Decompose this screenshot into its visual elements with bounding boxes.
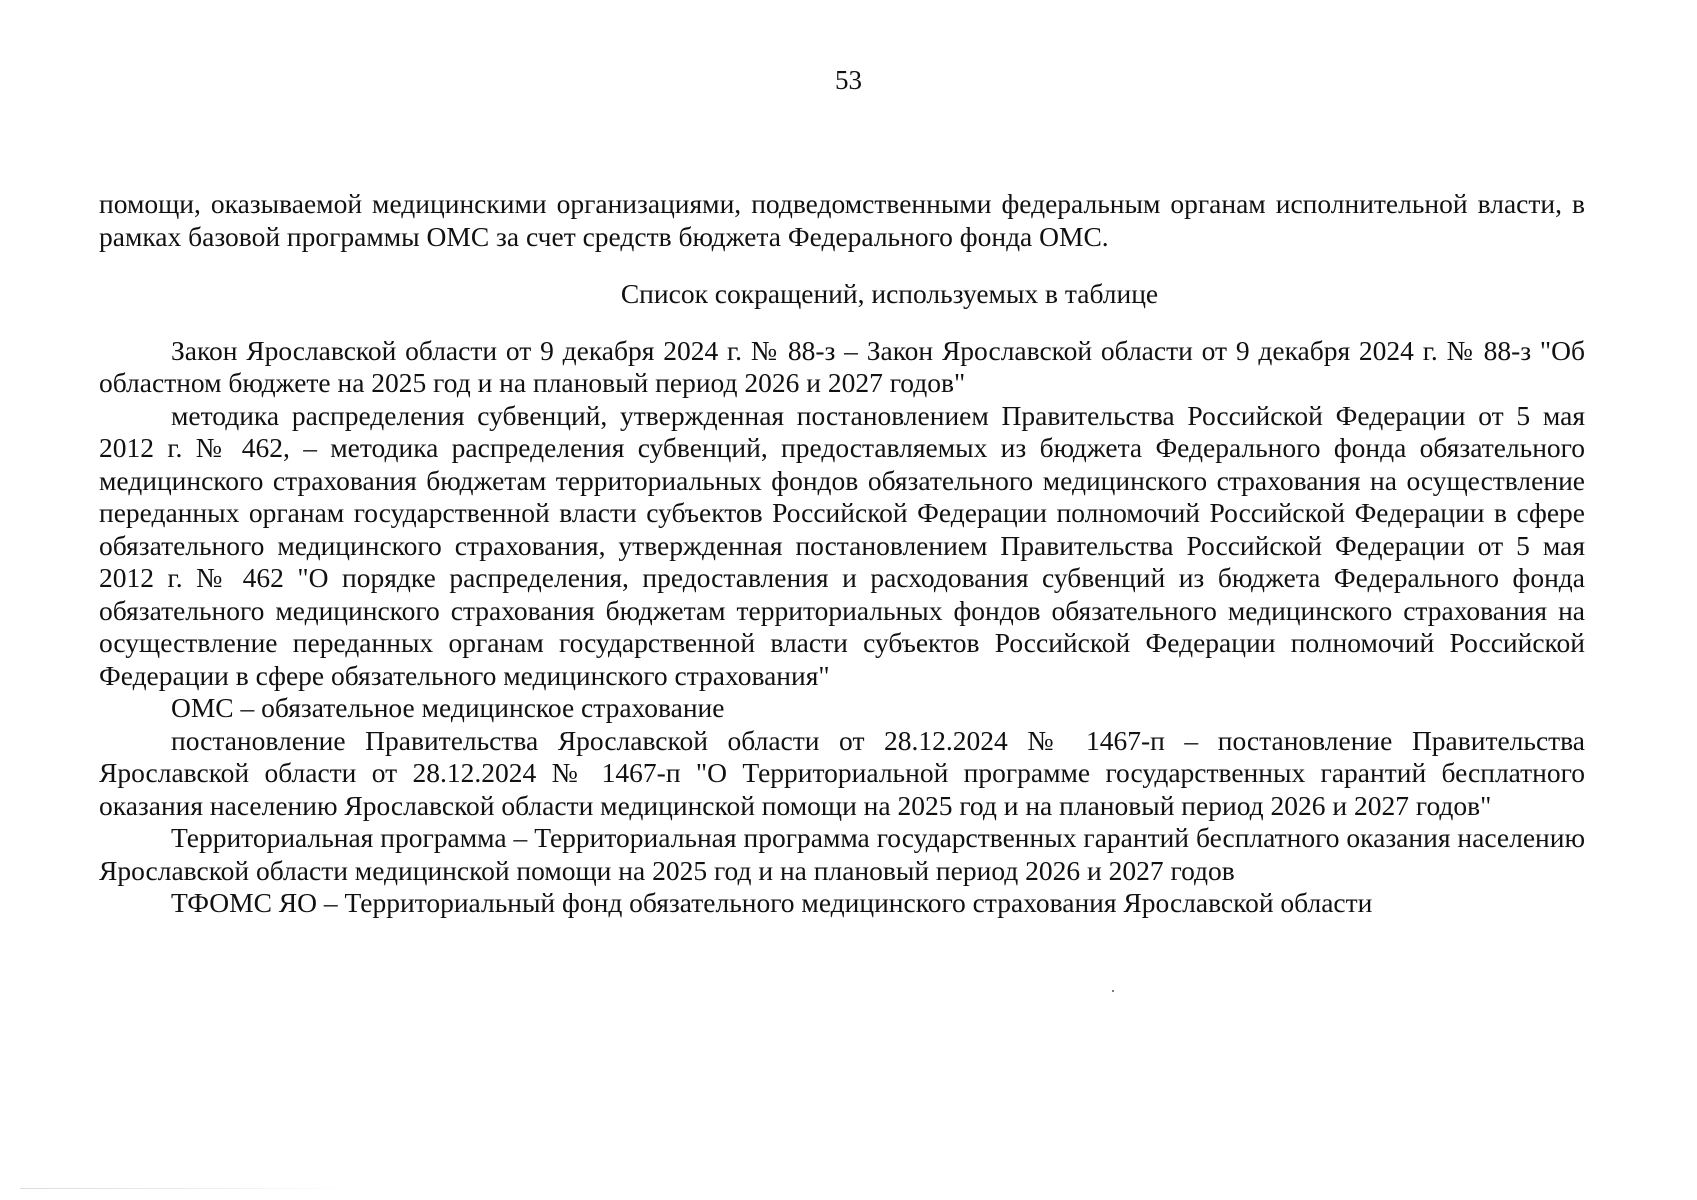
abbreviation-definition: методика распределения субвенций, утвержденная постановлением Правительства Российской Федерации от 5 мая 2012 г. № 462, – методика распределения субвенций, предоставляемых из бюджета Федерального фонда обязательного медицинского страхования бюджетам территориальных фондов обязательного медицинского страхования на осуществление переданных органам государственной власти субъектов Российской Федерации полномочий Российской Федерации в сфере обязательного медицинского страхования, утвержденная постановлением Правительства Российской Федерации от 5 мая 2012 г. № 462 "О порядке распределения, предоставления и расходования субвенций из бюджета Федерального фонда обязательного медицинского страхования бюджетам территориальных фондов обязательного медицинского страхования на осуществление переданных органам государственной власти субъектов Российской Федерации полномочий Российской Федерации в сфере обязательного медицинского страхования" [99, 399, 1585, 691]
abbreviation-definition: ОМС – обязательное медицинское страхование [171, 692, 725, 723]
scan-speck [1112, 990, 1114, 992]
document-body [99, 188, 1585, 920]
continuation-paragraph: помощи, оказываемой медицинскими организациями, подведомственными федеральным органам исполнительной власти, в рамках базовой программы ОМС за счет средств бюджета Федерального фонда ОМС. [99, 188, 1585, 252]
abbreviation-definition: ТФОМС ЯО – Территориальный фонд обязательного медицинского страхования Ярославской области [171, 887, 1373, 918]
scan-artifact-line [20, 1188, 350, 1189]
page-number: 53 [835, 65, 862, 95]
section-title: Список сокращений, используемых в таблице [620, 278, 1159, 309]
abbreviation-definition: Территориальная программа – Территориальная программа государственных гарантий бесплатного оказания населению Ярославской области медицинской помощи на 2025 год и на плановый период 2026 и 2027 годов [99, 822, 1585, 886]
abbreviation-definition: Закон Ярославской области от 9 декабря 2024 г. № 88-з – Закон Ярославской области от 9 декабря 2024 г. № 88-з "Об областном бюджете на 2025 год и на плановый период 2026 и 2027 годов" [99, 334, 1585, 398]
abbreviations-list [99, 335, 1585, 920]
abbreviation-definition: постановление Правительства Ярославской области от 28.12.2024 № 1467-п – постановление Правительства Ярославской области от 28.12.2024 № 1467-п "О Территориальной программе государственных гарантий бесплатного оказания населению Ярославской области медицинской помощи на 2025 год и на плановый период 2026 и 2027 годов" [99, 724, 1585, 821]
